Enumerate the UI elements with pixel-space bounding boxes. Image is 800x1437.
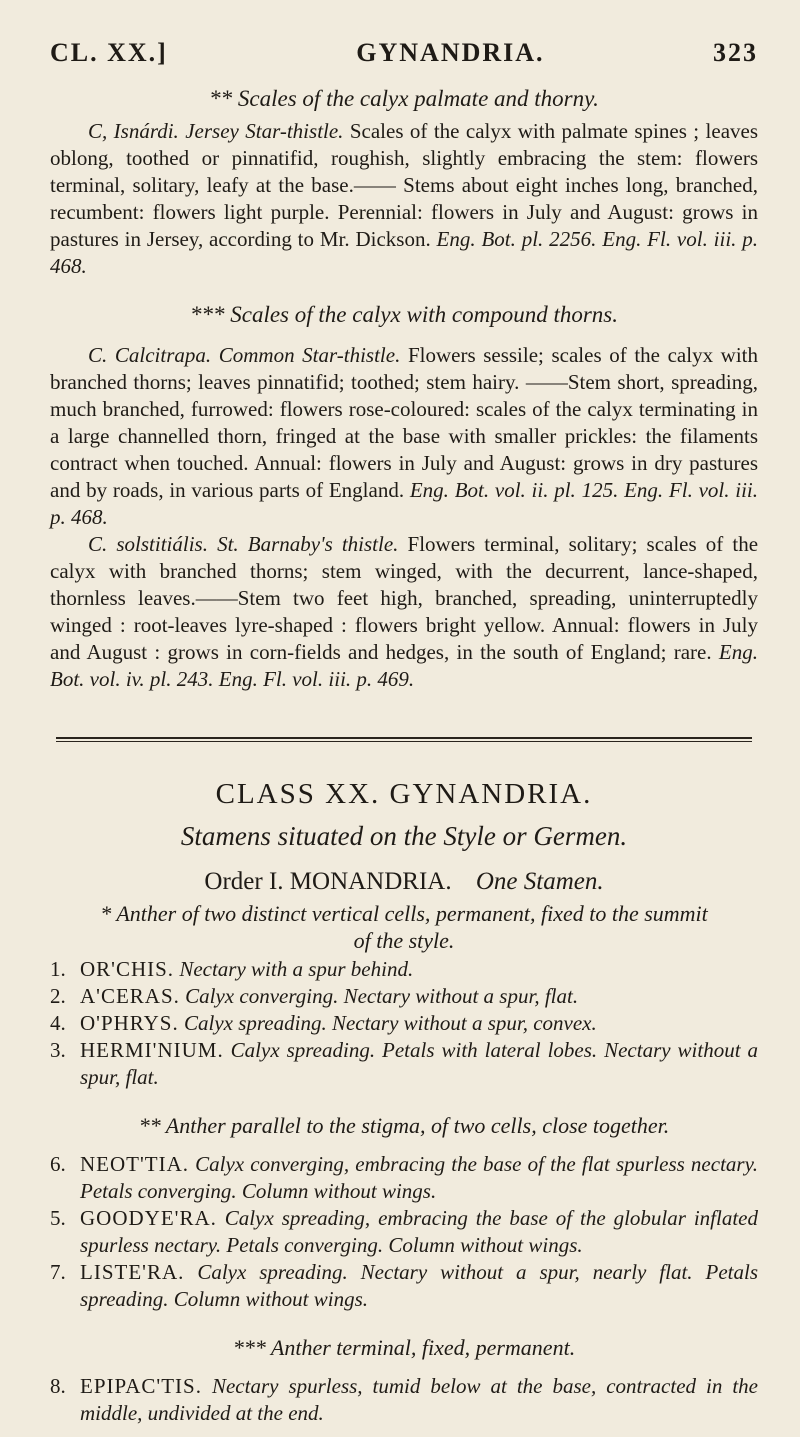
order-heading	[50, 868, 758, 896]
class-subtitle: Stamens situated on the Style or Germen.	[180, 821, 628, 851]
genus-name: NEOT'TIA.	[80, 1152, 190, 1176]
species-entry-solstitialis	[50, 531, 758, 693]
character-heading-2: ** Anther parallel to the stigma, of two cells, close together.	[138, 1113, 670, 1138]
genus-item	[50, 1151, 758, 1205]
genus-name: LISTE'RA.	[80, 1260, 185, 1284]
genus-name: EPIPAC'TIS.	[80, 1374, 202, 1398]
order-label: Order I. MONANDRIA.	[204, 868, 452, 895]
genus-description: Calyx spreading. Petals with lateral lobes. Nectary without a spur, flat.	[80, 1038, 759, 1089]
genus-description: Nectary with a spur behind.	[179, 957, 414, 981]
species-name: C, Isnárdi.	[88, 119, 179, 143]
genus-number: 1.	[50, 957, 66, 981]
genus-item	[50, 956, 758, 983]
class-marker: CL. XX.]	[50, 38, 168, 67]
genus-item	[50, 1037, 758, 1091]
genus-list-2	[50, 1151, 758, 1313]
genus-description: Calyx spreading. Nectary without a spur, convex.	[184, 1011, 597, 1035]
common-name: Jersey Star-thistle.	[185, 119, 344, 143]
genus-list-3	[50, 1373, 758, 1427]
common-name: Common Star-thistle.	[218, 343, 401, 367]
species-description: Scales of the calyx with palmate spines ; leaves oblong, toothed or pinnatifid, roughish, slightly embracing the stem: flowers terminal, solitary, leafy at the base.—— Stems about eight inches long, branched, recumbent: flowers light purple. Perennial: flowers in July and August: grows in pastures in Jersey, according to Mr. Dickson.	[50, 119, 759, 251]
genus-item	[50, 1373, 758, 1427]
character-heading-1: * Anther of two distinct vertical cells, permanent, fixed to the summit of the style.	[100, 901, 708, 953]
genus-name: O'PHRYS.	[80, 1011, 179, 1035]
genus-number: 6.	[50, 1152, 66, 1176]
common-name: St. Barnaby's thistle.	[217, 532, 399, 556]
order-note: One Stamen.	[475, 868, 604, 895]
genus-description: Calyx spreading. Nectary without a spur, nearly flat. Petals spreading. Column without wings.	[80, 1260, 758, 1311]
genus-item	[50, 1259, 758, 1313]
genus-description: Calyx spreading, embracing the base of the globular inflated spurless nectary. Petals converging. Column without wings.	[80, 1206, 759, 1257]
genus-number: 3.	[50, 1038, 66, 1062]
genus-number: 5.	[50, 1206, 66, 1230]
genus-item	[50, 983, 758, 1010]
genus-name: OR'CHIS.	[80, 957, 175, 981]
genus-number: 2.	[50, 984, 66, 1008]
species-description: Flowers sessile; scales of the calyx with branched thorns; leaves pinnatifid; toothed; stem hairy. ——Stem short, spreading, much branched, furrowed: flowers rose-coloured: scales of the calyx terminating in a large channelled thorn, fringed at the base with smaller prickles: the filaments contract when touched. Annual: flowers in July and August: grows in dry pastures and by roads, in various parts of England.	[50, 343, 759, 502]
section-heading-compound: *** Scales of the calyx with compound thorns.	[190, 302, 618, 327]
species-entry-calcitrapa	[50, 342, 758, 531]
genus-name: A'CERAS.	[80, 984, 180, 1008]
species-name: C. Calcitrapa.	[88, 343, 212, 367]
section-divider	[56, 737, 752, 742]
genus-description: Calyx converging. Nectary without a spur, flat.	[185, 984, 579, 1008]
species-references: Eng. Bot. pl. 2256. Eng. Fl. vol. iii. p. 468.	[50, 227, 759, 278]
genus-name: HERMI'NIUM.	[80, 1038, 224, 1062]
section-heading-palmate: ** Scales of the calyx palmate and thorny.	[209, 86, 599, 111]
genus-list-1	[50, 956, 758, 1091]
genus-description: Nectary spurless, tumid below at the base, contracted in the middle, undivided at the end.	[80, 1374, 759, 1425]
genus-number: 7.	[50, 1260, 66, 1284]
species-entry-isnardi	[50, 118, 758, 280]
genus-item	[50, 1205, 758, 1259]
class-title: CLASS XX. GYNANDRIA.	[215, 778, 593, 810]
genus-name: GOODYE'RA.	[80, 1206, 217, 1230]
genus-description: Calyx converging, embracing the base of the flat spurless nectary. Petals converging. Column without wings.	[80, 1152, 758, 1203]
genus-number: 4.	[50, 1011, 66, 1035]
species-references: Eng. Bot. vol. ii. pl. 125. Eng. Fl. vol. iii. p. 468.	[50, 478, 759, 529]
species-references: Eng. Bot. vol. iv. pl. 243. Eng. Fl. vol. iii. p. 469.	[50, 640, 758, 691]
character-heading-3: *** Anther terminal, fixed, permanent.	[232, 1335, 576, 1360]
species-name: C. solstitiális.	[88, 532, 208, 556]
running-title: GYNANDRIA.	[356, 38, 545, 67]
running-head	[50, 38, 758, 82]
species-description: Flowers terminal, solitary; scales of the calyx with branched thorns; stem winged, with the decurrent, lance-shaped, thornless leaves.——Stem two feet high, branched, spreading, uninterruptedly winged : root-leaves lyre-shaped : flowers bright yellow. Annual: flowers in July and August : grows in corn-fields and hedges, in the south of England; rare.	[50, 532, 759, 664]
genus-number: 8.	[50, 1374, 66, 1398]
genus-item	[50, 1010, 758, 1037]
page-number: 323	[713, 38, 758, 67]
